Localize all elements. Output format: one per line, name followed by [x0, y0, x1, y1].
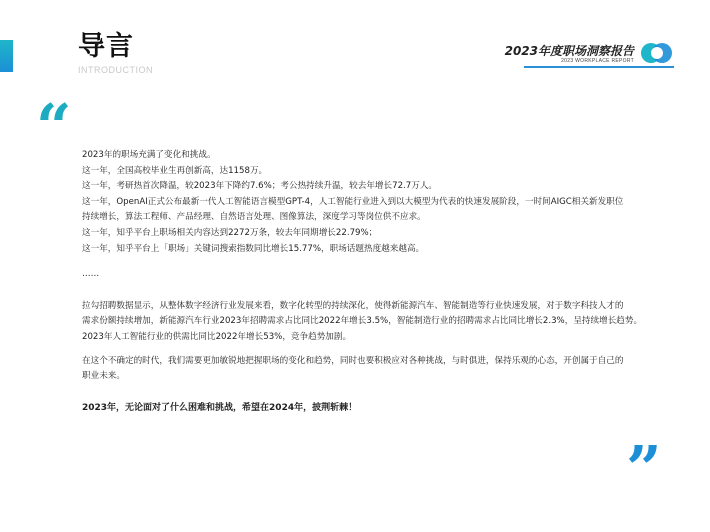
intro-line: 持续增长，算法工程师、产品经理、自然语言处理、图像算法，深度学习等岗位供不应求。 [82, 212, 426, 223]
data-paragraph-line: 拉勾招聘数据显示，从整体数字经济行业发展来看，数字化转型的持续深化，使得新能源汽车、智能制造等行业快速发展，对于数字科技人才的 [82, 300, 624, 311]
brand-underline [524, 66, 674, 68]
page-subtitle: INTRODUCTION [78, 65, 153, 75]
intro-line: 2023年的职场充满了变化和挑战。 [82, 150, 216, 160]
page-title: 导言 [78, 31, 134, 62]
intro-line: 这一年，OpenAI正式公布最新一代人工智能语言模型GPT-4，人工智能行业进入到以大模型为代表的快速发展阶段，一时间AIGC相关新发职位 [82, 196, 624, 207]
bold-statement: 2023年，无论面对了什么困难和挑战，希望在2024年，披荆斩棘！ [82, 402, 358, 413]
intro-line: 这一年，考研热首次降温，较2023年下降约7.6%；考公热持续升温，较去年增长72.7万人。 [82, 181, 438, 192]
close-quote-icon: ” [626, 432, 662, 505]
data-paragraph-line: 需求份额持续增加，新能源汽车行业2023年招聘需求占比同比2022年增长3.5%，智能制造行业的招聘需求占比同比增长2.3%，呈持续增长趋势。 [82, 316, 643, 327]
intro-line: 这一年，全国高校毕业生再创新高，达1158万。 [82, 165, 268, 176]
intro-line: 这一年，知乎平台上职场相关内容达到2272万条，较去年同期增长22.79%； [82, 227, 378, 238]
intro-line: 这一年，知乎平台上「职场」关键词搜索指数同比增长15.77%，职场话题热度越来越高。 [82, 243, 425, 254]
brand-title: 2023年度职场洞察报告 [504, 44, 634, 58]
open-quote-icon: “ [36, 90, 72, 163]
closing-paragraph-line: 在这个不确定的时代，我们需要更加敏锐地把握职场的变化和趋势，同时也要积极应对各种挑战，与时俱进，保持乐观的心态，开创属于自己的 [82, 355, 624, 366]
accent-bar [0, 40, 13, 72]
closing-paragraph-line: 职业未来。 [82, 371, 125, 382]
ellipsis: …… [82, 269, 100, 280]
brand-subtitle: 2023 WORKPLACE REPORT [561, 58, 634, 64]
brand-logo-icon [640, 40, 674, 66]
introduction-body [82, 148, 662, 416]
data-paragraph-line: 2023年人工智能行业的供需比同比2022年增长53%，竞争趋势加剧。 [82, 331, 352, 342]
